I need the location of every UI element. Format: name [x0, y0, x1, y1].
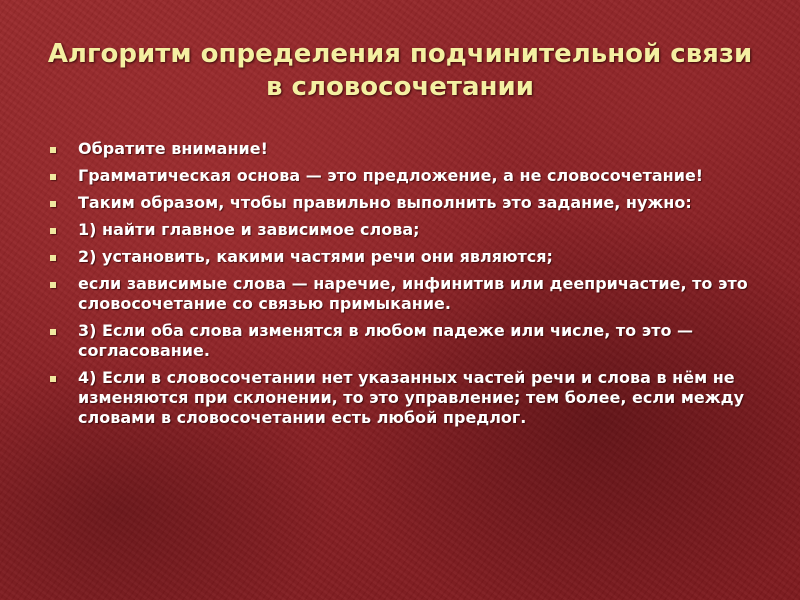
bullet-text: Грамматическая основа — это предложение, а не словосочетание!	[78, 166, 704, 185]
bullet-item	[48, 193, 760, 213]
bullet-item	[48, 220, 760, 240]
bullet-text: если зависимые слова — наречие, инфинитив или деепричастие, то это словосочетание со связью примыкание.	[78, 274, 748, 313]
square-bullet-icon	[50, 228, 56, 234]
bullet-item	[48, 274, 760, 314]
bullet-item	[48, 166, 760, 186]
bullet-item	[48, 321, 760, 361]
square-bullet-icon	[50, 174, 56, 180]
bullet-text: 2) установить, какими частями речи они являются;	[78, 247, 553, 266]
bullet-item	[48, 247, 760, 267]
bullet-item	[48, 368, 760, 428]
square-bullet-icon	[50, 201, 56, 207]
bullet-item	[48, 139, 760, 159]
square-bullet-icon	[50, 147, 56, 153]
bullet-list	[48, 139, 760, 435]
bullet-text: Обратите внимание!	[78, 139, 268, 158]
square-bullet-icon	[50, 329, 56, 335]
square-bullet-icon	[50, 282, 56, 288]
bullet-text: 4) Если в словосочетании нет указанных частей речи и слова в нём не изменяются при склонении, то это управление; тем более, если между словами в словосочетании есть любой предлог.	[78, 368, 745, 427]
slide-title: Алгоритм определения подчинительной связи в словосочетании	[47, 39, 753, 102]
bullet-text: 3) Если оба слова изменятся в любом падеже или числе, то это — согласование.	[78, 321, 694, 360]
bullet-text: Таким образом, чтобы правильно выполнить это задание, нужно:	[78, 193, 692, 212]
square-bullet-icon	[50, 376, 56, 382]
square-bullet-icon	[50, 255, 56, 261]
bullet-text: 1) найти главное и зависимое слова;	[78, 220, 420, 239]
